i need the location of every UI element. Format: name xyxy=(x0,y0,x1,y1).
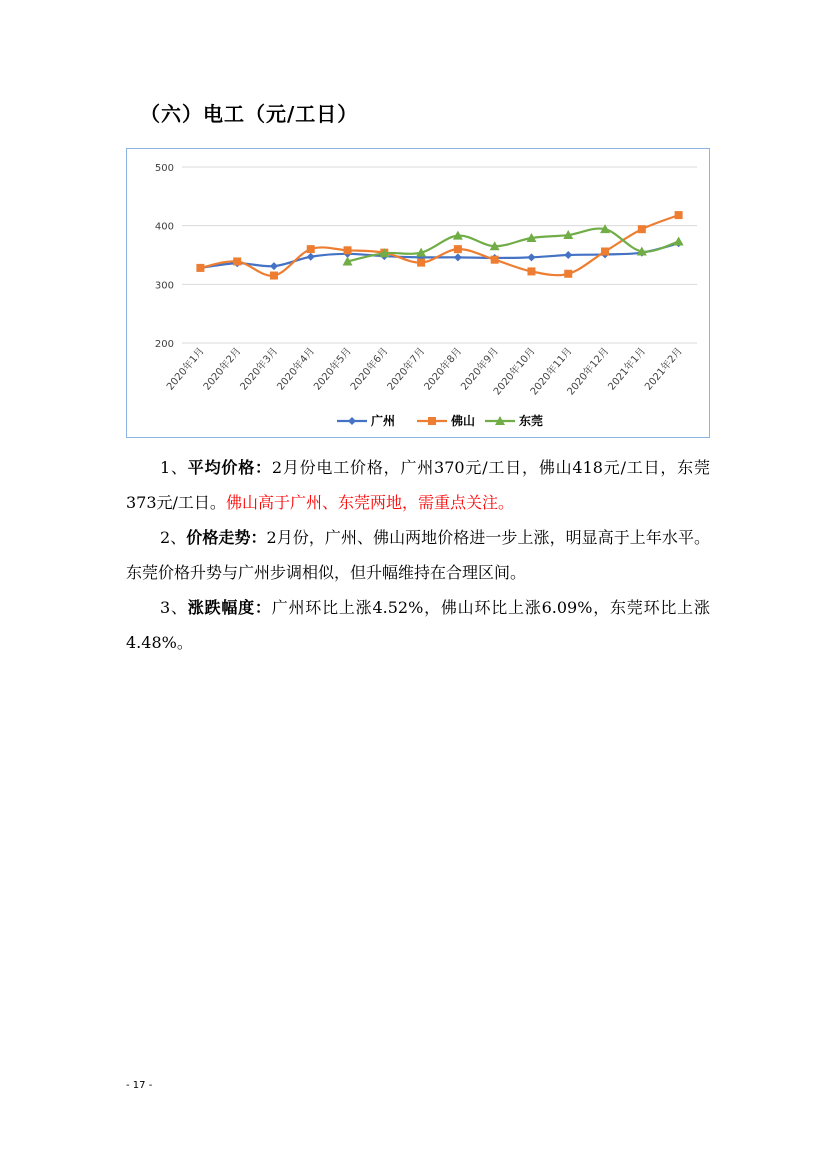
paragraph-3-text: 广州环比上涨4.52%，佛山环比上涨6.09%，东莞环比上涨4.48%。 xyxy=(126,598,710,652)
data-point-series-2 xyxy=(417,259,425,267)
data-point-series-2 xyxy=(307,245,315,253)
paragraph-2-text: 2月份，广州、佛山两地价格进一步上涨，明显高于上年水平。东莞价格升势与广州步调相似，但升幅维持在合理区间。 xyxy=(126,528,710,582)
paragraph-2-num: 2、 xyxy=(160,528,187,547)
y-tick-label: 500 xyxy=(154,163,174,174)
x-tick-label: 2020年10月 xyxy=(491,345,538,398)
section-heading: （六）电工（元/工日） xyxy=(140,102,359,126)
legend-marker xyxy=(428,417,436,425)
x-tick-label: 2020年1月 xyxy=(164,345,207,393)
x-tick-label: 2020年3月 xyxy=(238,345,281,393)
y-tick-label: 200 xyxy=(154,339,174,350)
y-tick-label: 300 xyxy=(154,280,174,292)
data-point-series-2 xyxy=(638,225,646,233)
body-text xyxy=(126,450,710,660)
x-tick-label: 2020年9月 xyxy=(459,345,501,393)
data-point-series-2 xyxy=(454,245,462,253)
data-point-series-2 xyxy=(270,272,278,280)
paragraph-1 xyxy=(126,450,710,520)
chart-svg xyxy=(127,149,711,439)
data-point-series-2 xyxy=(196,264,204,272)
page-number: - 17 - xyxy=(126,1080,153,1091)
paragraph-3-label: 涨跌幅度： xyxy=(187,598,272,617)
data-point-series-2 xyxy=(491,256,499,264)
data-point-series-2 xyxy=(601,247,609,255)
data-point-series-1 xyxy=(454,253,462,261)
legend-label: 东莞 xyxy=(519,414,544,428)
paragraph-1-highlight: 佛山高于广州、东莞两地，需重点关注。 xyxy=(225,493,514,512)
paragraph-2 xyxy=(126,520,710,590)
legend-marker xyxy=(348,417,356,425)
x-tick-label: 2020年7月 xyxy=(385,345,428,393)
x-tick-label: 2020年5月 xyxy=(312,345,354,393)
paragraph-2-label: 价格走势： xyxy=(186,528,267,547)
y-tick-label: 400 xyxy=(154,221,174,233)
data-point-series-1 xyxy=(307,253,315,261)
price-line-chart xyxy=(126,148,710,438)
paragraph-1-num: 1、 xyxy=(160,458,188,477)
data-point-series-1 xyxy=(270,262,278,270)
data-point-series-2 xyxy=(527,267,535,275)
data-point-series-2 xyxy=(564,270,572,278)
paragraph-3 xyxy=(126,590,710,660)
x-tick-label: 2021年2月 xyxy=(643,345,685,393)
paragraph-1-text: 2月份电工价格，广州370元/工日，佛山418元/工日，东莞373元/工日。 xyxy=(126,458,710,512)
x-tick-label: 2021年1月 xyxy=(606,345,649,393)
paragraph-1-label: 平均价格： xyxy=(187,458,272,477)
x-tick-label: 2020年4月 xyxy=(275,345,318,393)
data-point-series-2 xyxy=(233,257,241,265)
data-point-series-2 xyxy=(675,211,683,219)
x-tick-label: 2020年2月 xyxy=(201,345,244,393)
legend-label: 广州 xyxy=(371,414,396,428)
data-point-series-1 xyxy=(564,251,572,259)
x-tick-label: 2020年8月 xyxy=(422,345,465,393)
x-tick-label: 2020年6月 xyxy=(348,345,391,393)
data-point-series-2 xyxy=(344,246,352,254)
data-point-series-1 xyxy=(527,253,535,261)
paragraph-3-num: 3、 xyxy=(160,598,188,617)
x-tick-label: 2020年11月 xyxy=(528,345,575,398)
data-point-series-3 xyxy=(674,237,684,246)
x-tick-label: 2020年12月 xyxy=(565,345,612,398)
legend-label: 佛山 xyxy=(451,414,476,428)
